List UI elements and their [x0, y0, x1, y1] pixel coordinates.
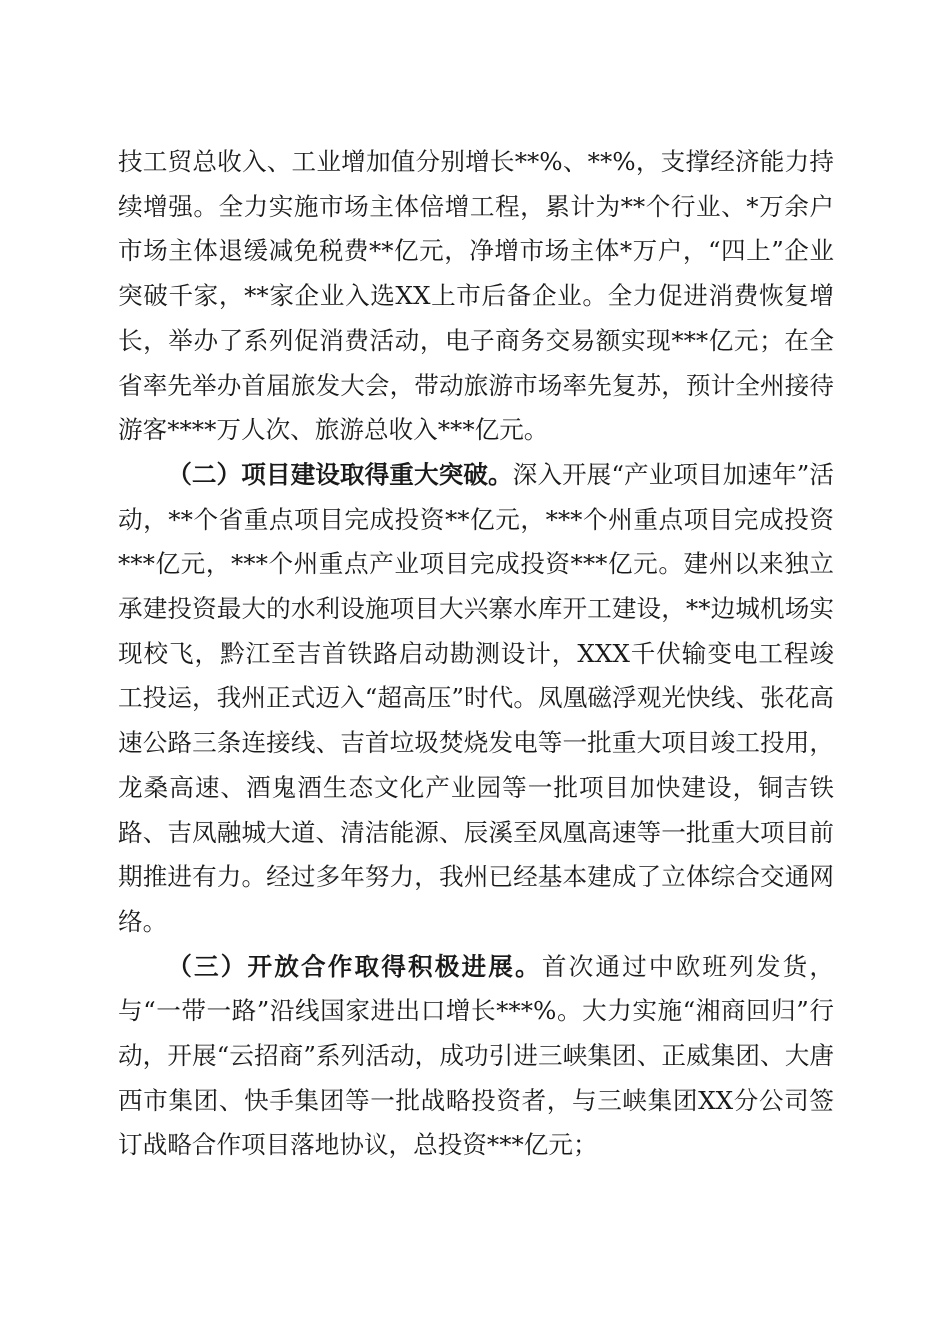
- section-heading: （三）开放合作取得积极进展。: [167, 951, 542, 981]
- paragraph-body: 首次通过中欧班列发货，与“一带一路”沿线国家进出口增长***%。大力实施“湘商回归”行动，开展“云招商”系列活动，成功引进三峡集团、正威集团、大唐西市集团、快手集团等一批战略投资者，与三峡集团XX分公司签订战略合作项目落地协议，总投资***亿元；: [118, 951, 834, 1160]
- section-heading: （二）项目建设取得重大突破。: [167, 459, 513, 489]
- paragraph-continuation: [118, 140, 834, 453]
- paragraph-body: 技工贸总收入、工业增加值分别增长**%、**%，支撑经济能力持续增强。全力实施市场主体倍增工程，累计为**个行业、*万余户市场主体退缓减免税费**亿元，净增市场主体*万户，“四上”企业突破千家，**家企业入选XX上市后备企业。全力促进消费恢复增长，举办了系列促消费活动，电子商务交易额实现***亿元；在全省率先举办首届旅发大会，带动旅游市场率先复苏，预计全州接待游客****万人次、旅游总收入***亿元。: [118, 147, 834, 445]
- document-page: [118, 140, 834, 1168]
- paragraph-body: 深入开展“产业项目加速年”活动，**个省重点项目完成投资**亿元，***个州重点项目完成投资***亿元，***个州重点产业项目完成投资***亿元。建州以来独立承建投资最大的水利设施项目大兴寨水库开工建设，**边城机场实现校飞，黔江至吉首铁路启动勘测设计，XXX千伏输变电工程竣工投运，我州正式迈入“超高压”时代。凤凰磁浮观光快线、张花高速公路三条连接线、吉首垃圾焚烧发电等一批重大项目竣工投用，龙桑高速、酒鬼酒生态文化产业园等一批项目加快建设，铜吉铁路、吉凤融城大道、清洁能源、辰溪至凤凰高速等一批重大项目前期推进有力。经过多年努力，我州已经基本建成了立体综合交通网络。: [118, 459, 834, 936]
- paragraph-open-cooperation: [118, 945, 834, 1169]
- paragraph-project-construction: [118, 453, 834, 945]
